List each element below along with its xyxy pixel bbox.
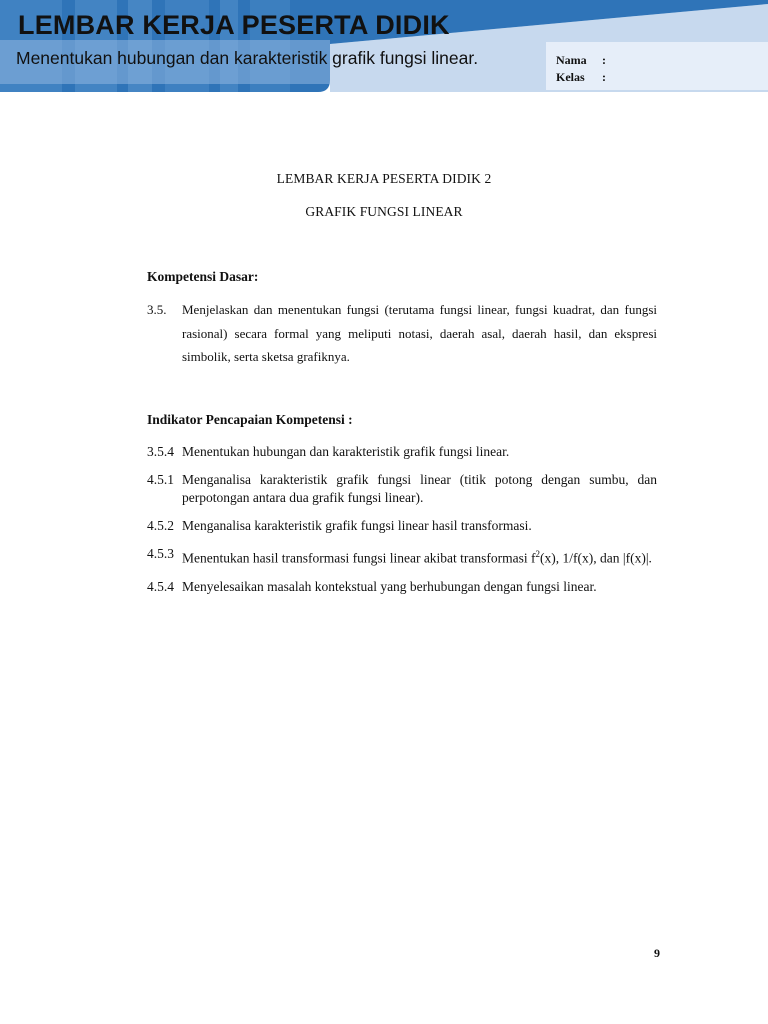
indikator-number: 4.5.1 (147, 472, 174, 487)
superscript: 2 (535, 549, 541, 559)
kompetensi-heading: Kompetensi Dasar: (147, 269, 259, 284)
class-label: Kelas (556, 70, 585, 84)
page-number: 9 (654, 946, 660, 960)
class-separator: : (602, 70, 606, 84)
document-title: LEMBAR KERJA PESERTA DIDIK 2 (276, 171, 492, 186)
kompetensi-text: Menjelaskan dan menentukan fungsi (terutama fungsi linear, fungsi kuadrat, dan fungsi rasional) secara formal yang meliputi notasi, daerah asal, daerah hasil, dan ekspresi simbolik, serta sketsa grafiknya. (182, 302, 657, 364)
indikator-text-before: Menentukan hasil transformasi fungsi linear akibat transformasi f (182, 550, 536, 566)
indikator-item (147, 517, 657, 535)
indikator-number: 4.5.2 (147, 518, 174, 533)
name-label: Nama (556, 53, 587, 67)
indikator-text: Menentukan hubungan dan karakteristik grafik fungsi linear. (182, 444, 510, 459)
banner-subtitle: Menentukan hubungan dan karakteristik grafik fungsi linear. (16, 48, 479, 68)
banner-title: LEMBAR KERJA PESERTA DIDIK (18, 10, 450, 40)
indikator-list (147, 443, 657, 606)
indikator-heading: Indikator Pencapaian Kompetensi : (147, 412, 353, 427)
class-field (556, 69, 606, 86)
indikator-text: Menganalisa karakteristik grafik fungsi linear hasil transformasi. (182, 518, 532, 533)
header-banner (0, 0, 768, 92)
name-separator: : (602, 53, 606, 67)
kompetensi-number: 3.5. (147, 302, 167, 317)
indikator-text (182, 545, 657, 568)
document-subtitle: GRAFIK FUNGSI LINEAR (305, 204, 463, 219)
indikator-number: 4.5.4 (147, 578, 174, 594)
indikator-text: Menganalisa karakteristik grafik fungsi linear (titik potong dengan sumbu, dan perpotongan antara dua grafik fungsi linear). (182, 472, 657, 505)
name-field (556, 52, 606, 69)
kompetensi-list (147, 298, 657, 369)
kompetensi-item (147, 298, 657, 369)
identity-box (556, 52, 606, 86)
indikator-item (147, 545, 657, 568)
indikator-item (147, 443, 657, 461)
indikator-text-after: (x), 1/f(x), dan |f(x)|. (540, 550, 652, 566)
indikator-text: Menyelesaikan masalah kontekstual yang berhubungan dengan fungsi linear. (182, 578, 597, 594)
indikator-item (147, 471, 657, 507)
indikator-item (147, 578, 657, 596)
indikator-number: 4.5.3 (147, 546, 174, 561)
indikator-number: 3.5.4 (147, 444, 174, 459)
